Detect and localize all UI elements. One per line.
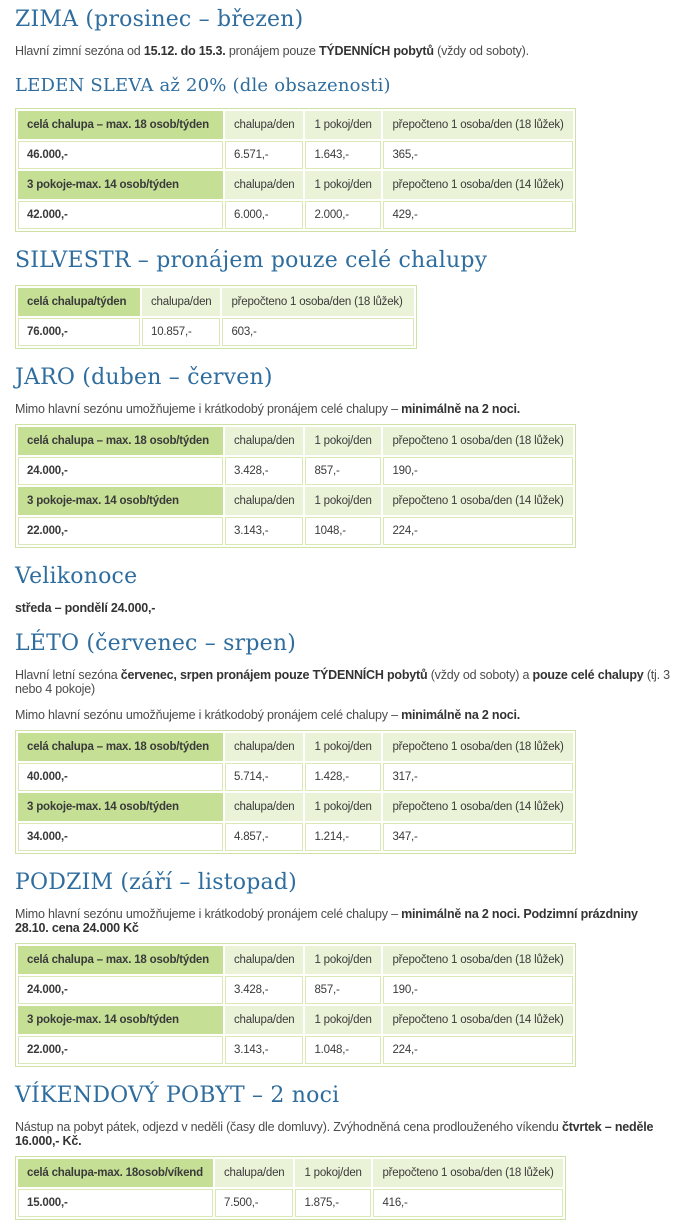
price-value-cell: 857,-	[305, 976, 381, 1004]
leto-note-2	[15, 708, 671, 722]
price-value-cell: 46.000,-	[18, 141, 223, 169]
bold-text-run: TÝDENNÍCH pobytů	[318, 44, 434, 58]
price-header-cell: chalupa/den	[225, 793, 303, 821]
price-table-header-row	[18, 733, 573, 761]
bold-text-run: 15.12. do 15.3.	[143, 44, 226, 58]
price-value-cell: 3.143,-	[225, 1036, 303, 1064]
price-header-cell: chalupa/den	[225, 427, 303, 455]
velikonoce-note	[15, 601, 671, 615]
price-header-cell: přepočteno 1 osoba/den (14 lůžek)	[383, 793, 573, 821]
price-table-data-row	[18, 201, 573, 229]
vikend-note	[15, 1120, 671, 1148]
price-value-cell: 190,-	[383, 457, 573, 485]
price-table-data-row	[18, 823, 573, 851]
price-value-cell: 190,-	[383, 976, 573, 1004]
price-value-cell: 317,-	[383, 763, 573, 791]
text-run: pronájem pouze	[225, 44, 319, 58]
price-header-cell: 3 pokoje-max. 14 osob/týden	[18, 171, 223, 199]
price-header-cell: celá chalupa/týden	[18, 288, 140, 316]
jaro-price-table	[15, 424, 576, 548]
price-header-cell: přepočteno 1 osoba/den (18 lůžek)	[383, 946, 573, 974]
price-header-cell: 1 pokoj/den	[305, 1006, 381, 1034]
price-header-cell: chalupa/den	[142, 288, 220, 316]
velikonoce-heading: Velikonoce	[15, 564, 138, 589]
price-value-cell: 1.048,-	[305, 1036, 381, 1064]
price-table-header-row	[18, 111, 573, 139]
zima-heading: ZIMA (prosinec – březen)	[15, 7, 304, 32]
price-table-data-row	[18, 976, 573, 1004]
price-value-cell: 22.000,-	[18, 1036, 223, 1064]
leto-heading: LÉTO (červenec – srpen)	[15, 631, 297, 656]
price-header-cell: chalupa/den	[225, 487, 303, 515]
price-table-header-row	[18, 946, 573, 974]
leto-note-1	[15, 668, 671, 696]
price-table-header-row	[18, 288, 414, 316]
price-header-cell: přepočteno 1 osoba/den (18 lůžek)	[383, 111, 573, 139]
text-run: Mimo hlavní sezónu umožňujeme i krátkodobý pronájem celé chalupy –	[15, 907, 402, 921]
price-table-header-row	[18, 171, 573, 199]
price-value-cell: 7.500,-	[215, 1189, 293, 1217]
price-value-cell: 15.000,-	[18, 1189, 213, 1217]
price-header-cell: chalupa/den	[225, 111, 303, 139]
price-value-cell: 416,-	[373, 1189, 563, 1217]
price-value-cell: 40.000,-	[18, 763, 223, 791]
price-value-cell: 1.428,-	[305, 763, 381, 791]
text-run: Hlavní letní sezóna	[15, 668, 121, 682]
text-run: Mimo hlavní sezónu umožňujeme i krátkodobý pronájem celé chalupy –	[15, 708, 402, 722]
vikend-price-table	[15, 1156, 566, 1220]
price-value-cell: 4.857,-	[225, 823, 303, 851]
price-value-cell: 1.643,-	[305, 141, 381, 169]
price-table-header-row	[18, 1006, 573, 1034]
bold-text-run: červenec, srpen pronájem pouze TÝDENNÍCH pobytů	[120, 668, 428, 682]
jaro-note	[15, 402, 671, 416]
price-table-data-row	[18, 141, 573, 169]
bold-text-run: minimálně na 2 noci.	[401, 708, 521, 722]
leden-heading: LEDEN SLEVA až 20% (dle obsazenosti)	[15, 75, 391, 96]
price-header-cell: 1 pokoj/den	[295, 1159, 371, 1187]
price-table-header-row	[18, 487, 573, 515]
price-header-cell: 1 pokoj/den	[305, 171, 381, 199]
price-table-data-row	[18, 1189, 563, 1217]
price-header-cell: 1 pokoj/den	[305, 427, 381, 455]
text-run: Mimo hlavní sezónu umožňujeme i krátkodobý pronájem celé chalupy –	[15, 402, 402, 416]
price-header-cell: 1 pokoj/den	[305, 111, 381, 139]
price-value-cell: 76.000,-	[18, 318, 140, 346]
price-header-cell: 1 pokoj/den	[305, 793, 381, 821]
price-value-cell: 3.428,-	[225, 976, 303, 1004]
zima-note	[15, 44, 671, 58]
price-header-cell: chalupa/den	[225, 1006, 303, 1034]
price-header-cell: přepočteno 1 osoba/den (14 lůžek)	[383, 487, 573, 515]
price-header-cell: 3 pokoje-max. 14 osob/týden	[18, 1006, 223, 1034]
price-table-data-row	[18, 763, 573, 791]
price-table-data-row	[18, 1036, 573, 1064]
silvestr-heading: SILVESTR – pronájem pouze celé chalupy	[15, 248, 488, 273]
text-run: (vždy od soboty).	[433, 44, 529, 58]
price-header-cell: chalupa/den	[225, 171, 303, 199]
price-header-cell: celá chalupa-max. 18osob/víkend	[18, 1159, 213, 1187]
silvestr-price-table	[15, 285, 417, 349]
leto-price-table	[15, 730, 576, 854]
bold-text-run: minimálně na 2 noci.	[401, 402, 521, 416]
price-value-cell: 6.571,-	[225, 141, 303, 169]
text-run: Nástup na pobyt pátek, odjezd v neděli (časy dle domluvy). Zvýhodněná cena prodlouženého víkendu	[15, 1120, 562, 1134]
price-value-cell: 365,-	[383, 141, 573, 169]
price-value-cell: 857,-	[305, 457, 381, 485]
price-header-cell: celá chalupa – max. 18 osob/týden	[18, 733, 223, 761]
price-value-cell: 603,-	[222, 318, 414, 346]
price-value-cell: 224,-	[383, 1036, 573, 1064]
price-header-cell: celá chalupa – max. 18 osob/týden	[18, 427, 223, 455]
price-table-data-row	[18, 318, 414, 346]
podzim-heading: PODZIM (září – listopad)	[15, 870, 297, 895]
price-header-cell: 3 pokoje-max. 14 osob/týden	[18, 487, 223, 515]
price-header-cell: chalupa/den	[225, 733, 303, 761]
price-value-cell: 6.000,-	[225, 201, 303, 229]
price-table-header-row	[18, 427, 573, 455]
text-run: (vždy od soboty) a	[427, 668, 533, 682]
price-value-cell: 42.000,-	[18, 201, 223, 229]
price-table-data-row	[18, 517, 573, 545]
text-run: Hlavní zimní sezóna od	[15, 44, 144, 58]
price-header-cell: přepočteno 1 osoba/den (18 lůžek)	[383, 427, 573, 455]
price-value-cell: 3.143,-	[225, 517, 303, 545]
price-header-cell: přepočteno 1 osoba/den (14 lůžek)	[383, 171, 573, 199]
price-header-cell: chalupa/den	[225, 946, 303, 974]
price-header-cell: 1 pokoj/den	[305, 733, 381, 761]
price-table-header-row	[18, 793, 573, 821]
price-value-cell: 1.214,-	[305, 823, 381, 851]
price-value-cell: 34.000,-	[18, 823, 223, 851]
price-value-cell: 24.000,-	[18, 457, 223, 485]
bold-text-run: pouze celé chalupy	[532, 668, 644, 682]
bold-text-run: čtvrtek – neděle 16.000,- Kč.	[15, 1120, 654, 1148]
price-value-cell: 2.000,-	[305, 201, 381, 229]
price-header-cell: celá chalupa – max. 18 osob/týden	[18, 111, 223, 139]
price-header-cell: 1 pokoj/den	[305, 946, 381, 974]
price-value-cell: 10.857,-	[142, 318, 220, 346]
price-value-cell: 5.714,-	[225, 763, 303, 791]
podzim-note	[15, 907, 671, 935]
price-header-cell: přepočteno 1 osoba/den (18 lůžek)	[222, 288, 414, 316]
price-value-cell: 24.000,-	[18, 976, 223, 1004]
price-value-cell: 22.000,-	[18, 517, 223, 545]
price-header-cell: 3 pokoje-max. 14 osob/týden	[18, 793, 223, 821]
price-header-cell: chalupa/den	[215, 1159, 293, 1187]
price-value-cell: 1.875,-	[295, 1189, 371, 1217]
price-value-cell: 347,-	[383, 823, 573, 851]
bold-text-run: minimálně na 2 noci. Podzimní prázdniny 28.10. cena 24.000 Kč	[15, 907, 638, 935]
price-value-cell: 429,-	[383, 201, 573, 229]
price-table-header-row	[18, 1159, 563, 1187]
podzim-price-table	[15, 943, 576, 1067]
price-value-cell: 1048,-	[305, 517, 381, 545]
jaro-heading: JARO (duben – červen)	[15, 365, 273, 390]
leden-price-table	[15, 108, 576, 232]
price-header-cell: přepočteno 1 osoba/den (14 lůžek)	[383, 1006, 573, 1034]
text-run: (tj. 3 nebo 4 pokoje)	[15, 668, 670, 696]
price-value-cell: 224,-	[383, 517, 573, 545]
price-header-cell: přepočteno 1 osoba/den (18 lůžek)	[373, 1159, 563, 1187]
price-header-cell: přepočteno 1 osoba/den (18 lůžek)	[383, 733, 573, 761]
price-header-cell: celá chalupa – max. 18 osob/týden	[18, 946, 223, 974]
price-value-cell: 3.428,-	[225, 457, 303, 485]
vikend-heading: VÍKENDOVÝ POBYT – 2 noci	[15, 1083, 340, 1108]
bold-text-run: středa – pondělí 24.000,-	[15, 601, 156, 615]
price-table-data-row	[18, 457, 573, 485]
price-header-cell: 1 pokoj/den	[305, 487, 381, 515]
